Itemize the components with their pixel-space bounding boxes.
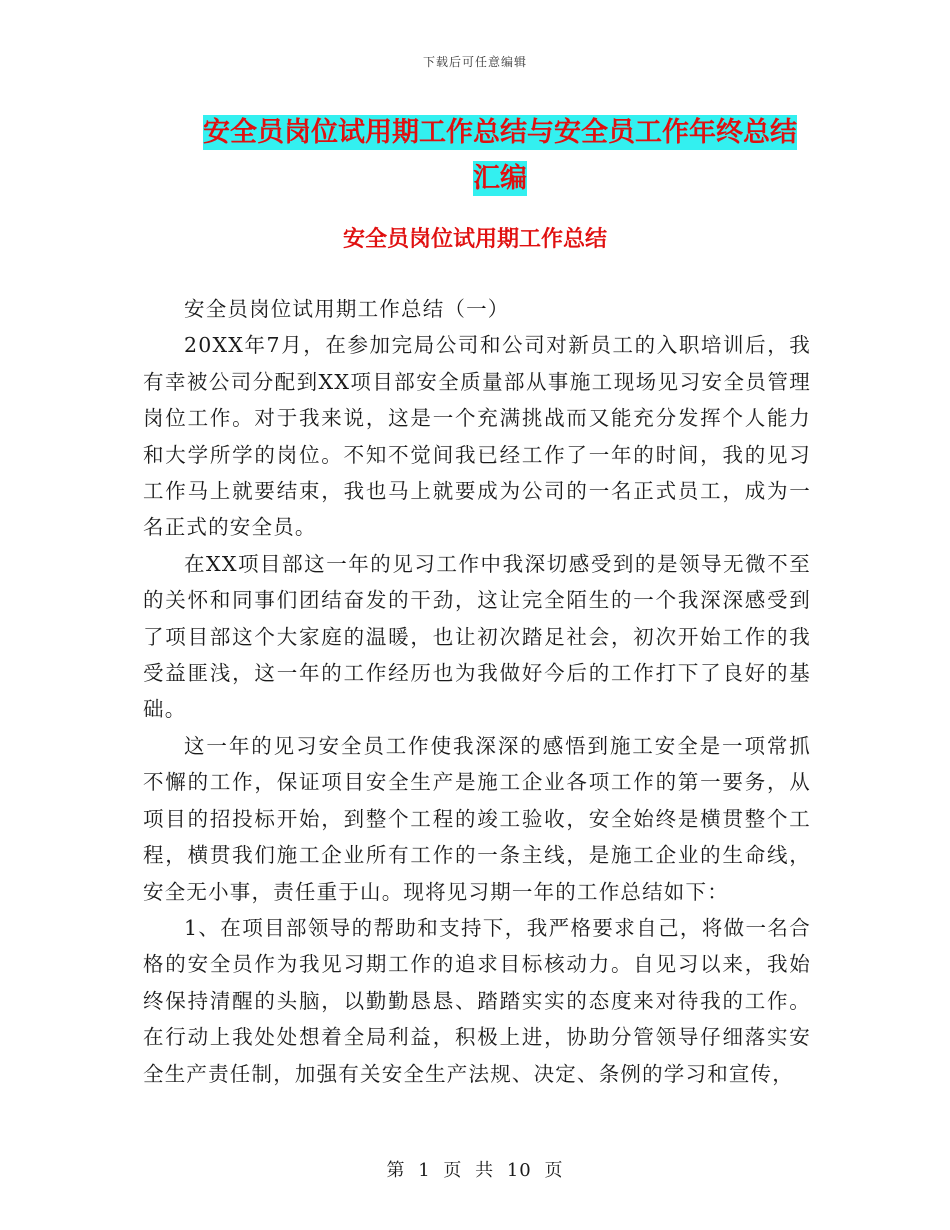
section-title: 安全员岗位试用期工作总结 — [342, 227, 607, 252]
paragraph: 1、在项目部领导的帮助和支持下，我严格要求自己，将做一名合格的安全员作为我见习期工作的追求目标核动力。自见习以来，我始终保持清醒的头脑，以勤勤恳恳、踏踏实实的态度来对待我的工作。在行动上我处处想着全局利益，积极上进，协助分管领导仔细落实安全生产责任制，加强有关安全生产法规、决定、条例的学习和宣传， — [143, 915, 811, 1086]
paragraph: 20XX年7月，在参加完局公司和公司对新员工的入职培训后，我有幸被公司分配到XX项目部安全质量部从事施工现场见习安全员管理岗位工作。对于我来说，这是一个充满挑战而又能充分发挥个人能力和大学所学的岗位。不知不觉间我已经工作了一年的时间，我的见习工作马上就要结束，我也马上就要成为公司的一名正式员工，成为一名正式的安全员。 — [143, 333, 811, 540]
paragraph: 这一年的见习安全员工作使我深深的感悟到施工安全是一项常抓不懈的工作，保证项目安全生产是施工企业各项工作的第一要务，从项目的招投标开始，到整个工程的竣工验收，安全始终是横贯整个工程，横贯我们施工企业所有工作的一条主线，是施工企业的生命线，安全无小事，责任重于山。现将见习期一年的工作总结如下： — [143, 733, 811, 904]
document-title — [195, 110, 805, 202]
paragraph-subtitle: 安全员岗位试用期工作总结（一） — [184, 297, 510, 321]
body-text — [143, 291, 811, 1092]
document-title-text: 安全员岗位试用期工作总结与安全员工作年终总结汇编 — [203, 117, 797, 194]
header-note: 下载后可任意编辑 — [422, 55, 527, 69]
paragraph: 在XX项目部这一年的见习工作中我深切感受到的是领导无微不至的关怀和同事们团结奋发的干劲，这让完全陌生的一个我深深感受到了项目部这个大家庭的温暖，也让初次踏足社会，初次开始工作的我受益匪浅，这一年的工作经历也为我做好今后的工作打下了良好的基础。 — [143, 551, 811, 722]
page-footer: 第 1 页 共 10 页 — [386, 1160, 564, 1181]
